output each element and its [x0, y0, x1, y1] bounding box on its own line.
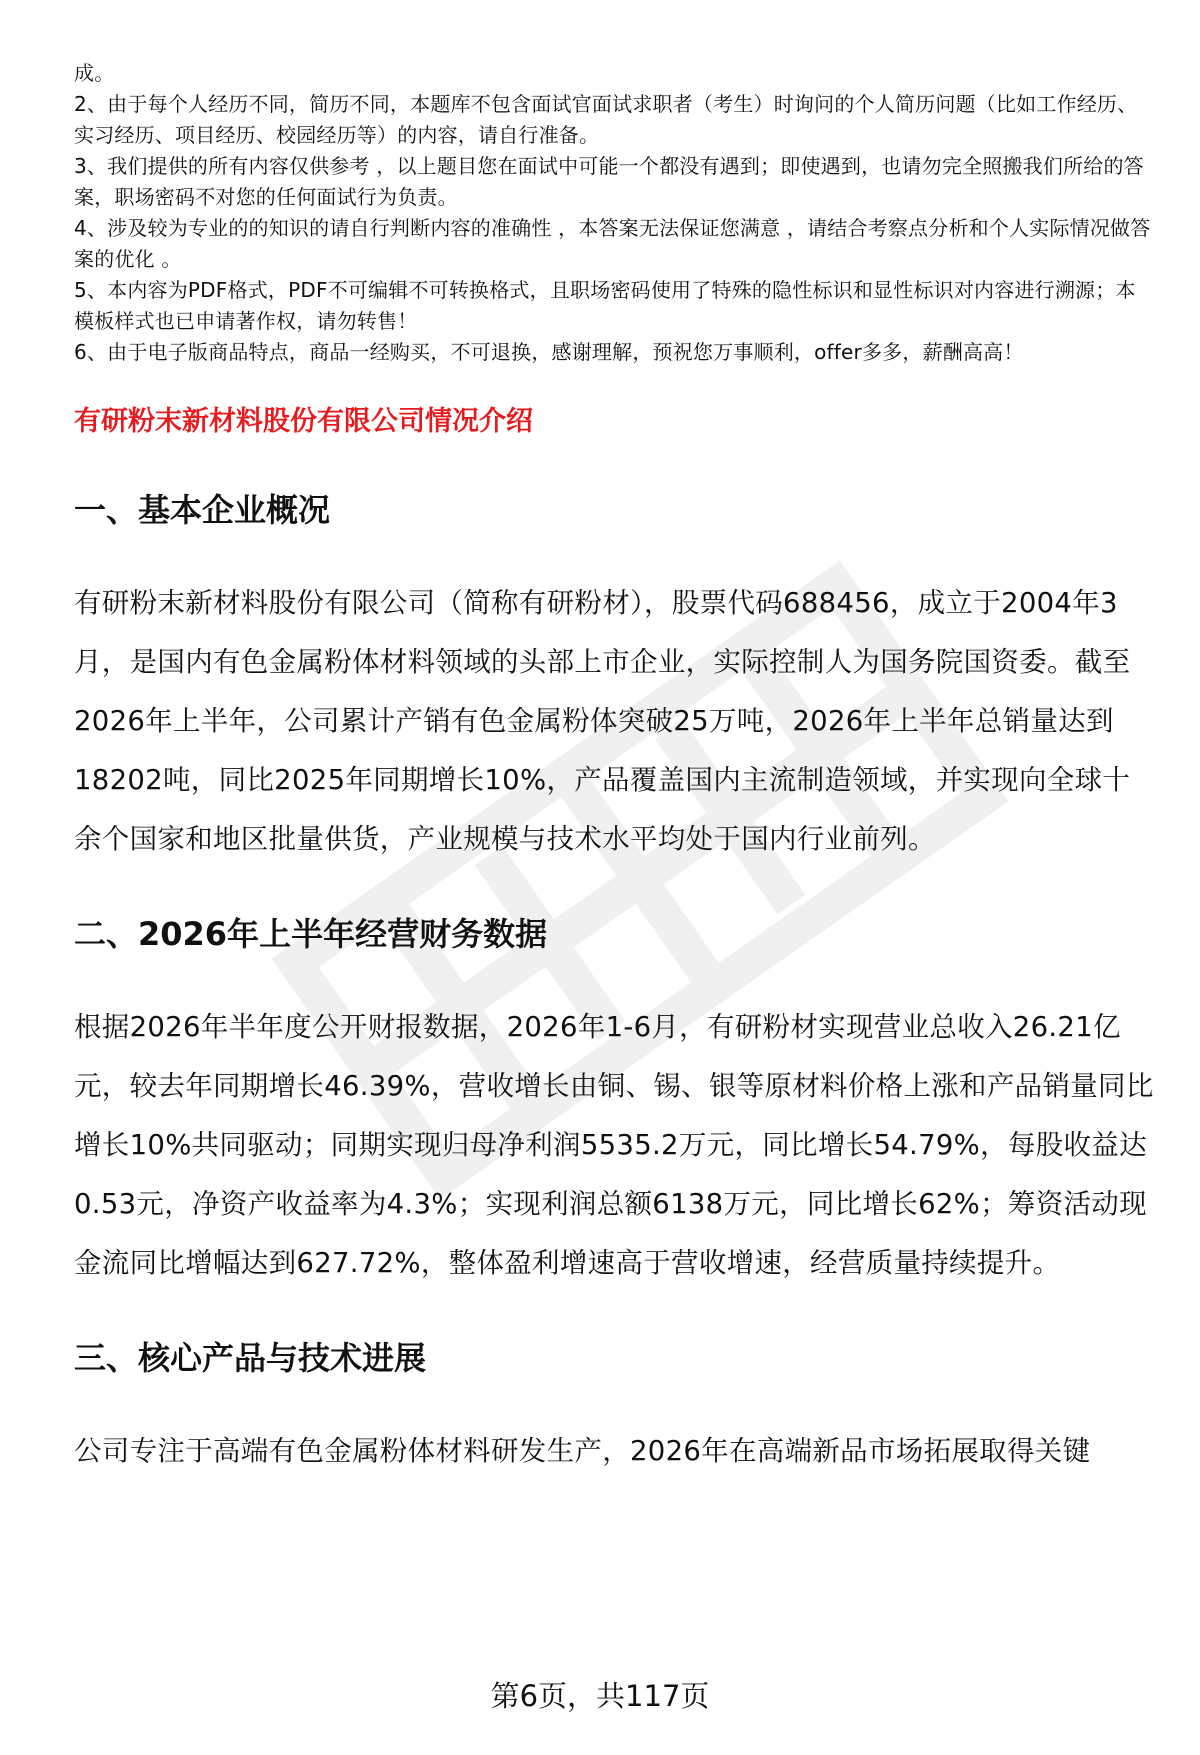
section-heading-basic-overview: 一、基本企业概况: [74, 491, 331, 529]
document-page: [74, 58, 1154, 1481]
note-item: 成。: [74, 61, 115, 85]
note-item: 2、由于每个人经历不同，简历不同，本题库不包含面试官面试求职者（考生）时询问的个人简历问题（比如工作经历、实习经历、项目经历、校园经历等）的内容，请自行准备。: [74, 92, 1138, 147]
section-heading-core-products: 三、核心产品与技术进展: [74, 1339, 427, 1377]
page-number-footer: 第6页，共117页: [490, 1679, 710, 1713]
section-body-core-products: 公司专注于高端有色金属粉体材料研发生产，2026年在高端新品市场拓展取得关键: [74, 1435, 1091, 1467]
note-item: 5、本内容为PDF格式，PDF不可编辑不可转换格式，且职场密码使用了特殊的隐性标识和显性标识对内容进行溯源；本模板样式也已申请著作权，请勿转售！: [74, 278, 1136, 333]
note-item: 6、由于电子版商品特点，商品一经购买，不可退换，感谢理解，预祝您万事顺利，offer多多，薪酬高高！: [74, 340, 1024, 364]
section-body-basic-overview: 有研粉末新材料股份有限公司（简称有研粉材），股票代码688456，成立于2004年3月，是国内有色金属粉体材料领域的头部上市企业，实际控制人为国务院国资委。截至2026年上半年，公司累计产销有色金属粉体突破25万吨，2026年上半年总销量达到18202吨，同比2025年同期增长10%，产品覆盖国内主流制造领域，并实现向全球十余个国家和地区批量供货，产业规模与技术水平均处于国内行业前列。: [74, 587, 1131, 855]
note-item: 4、涉及较为专业的的知识的请自行判断内容的准确性 ，本答案无法保证您满意 ，请结合考察点分析和个人实际情况做答案的优化 。: [74, 216, 1151, 271]
note-item: 3、我们提供的所有内容仅供参考 ，以上题目您在面试中可能一个都没有遇到；即使遇到，也请勿完全照搬我们所给的答案，职场密码不对您的任何面试行为负责。: [74, 154, 1144, 209]
notes-list: [74, 58, 1154, 368]
company-title: 有研粉末新材料股份有限公司情况介绍: [74, 406, 533, 437]
section-body-financial-data: 根据2026年半年度公开财报数据，2026年1-6月，有研粉材实现营业总收入26.21亿元，较去年同期增长46.39%，营收增长由铜、锡、银等原材料价格上涨和产品销量同比增长10%共同驱动；同期实现归母净利润5535.2万元，同比增长54.79%，每股收益达0.53元，净资产收益率为4.3%；实现利润总额6138万元，同比增长62%；筹资活动现金流同比增幅达到627.72%，整体盈利增速高于营收增速，经营质量持续提升。: [74, 1011, 1154, 1279]
section-heading-financial-data: 二、2026年上半年经营财务数据: [74, 915, 548, 953]
